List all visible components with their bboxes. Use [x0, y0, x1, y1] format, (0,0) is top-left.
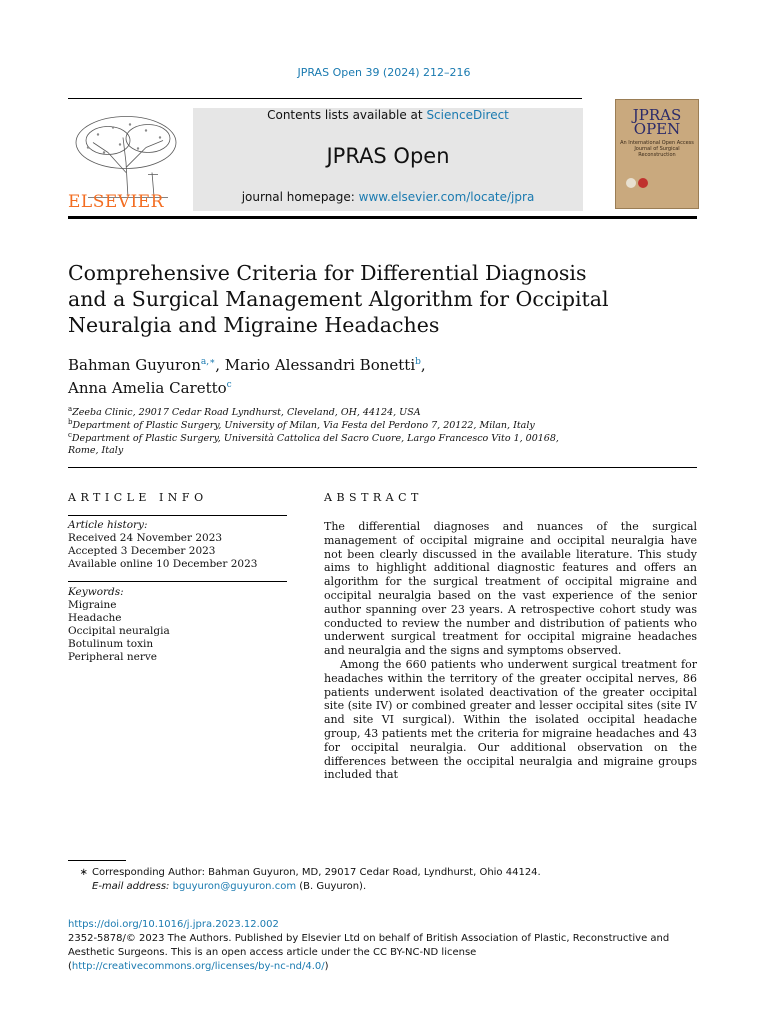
email-link[interactable]: bguyuron@guyuron.com: [172, 881, 297, 892]
header-rule: [68, 98, 582, 99]
email-footnote: [92, 880, 732, 894]
author-affil-marker[interactable]: a,∗: [200, 357, 216, 367]
email-label: E-mail address:: [92, 881, 173, 892]
author-separator: ,: [215, 356, 225, 374]
contents-prefix: Contents lists available at: [267, 108, 427, 122]
article-title: Comprehensive Criteria for Differential Diagnosis and a Surgical Management Algorithm for Occipital Neuralgia and Migraine Headaches: [68, 261, 609, 337]
author-list: [68, 352, 668, 398]
keywords-block: [68, 586, 287, 664]
journal-cover-thumbnail[interactable]: [615, 99, 699, 209]
footnote-marker: ∗: [79, 867, 88, 878]
keyword: Occipital neuralgia: [68, 625, 170, 637]
affil-marker: c: [68, 431, 72, 439]
affil-marker: b: [68, 418, 73, 426]
license-close: ): [324, 961, 329, 972]
sciencedirect-link[interactable]: ScienceDirect: [426, 108, 509, 122]
affiliation-c: [68, 429, 588, 457]
cover-subtitle: An International Open Access Journal of Surgical Reconstruction: [620, 140, 694, 158]
received-date: Received 24 November 2023: [68, 532, 223, 544]
email-suffix: (B. Guyuron).: [296, 881, 367, 892]
cover-badge-icon: [638, 178, 648, 188]
contents-line: [193, 108, 583, 122]
keyword: Migraine: [68, 599, 117, 611]
homepage-line: [193, 190, 583, 204]
abstract-paragraph: Among the 660 patients who underwent surgical treatment for headaches within the territory of the greater occipital nerves, 86 patients underwent isolated deactivation of the greater occipital site (site IV) or combined greater and lesser occipital sites (site IV and site VI surgical). Within the isolated occipital headache group, 43 patients met the criteria for migraine headaches and 43 for occipital neuralgia. Our additional observation on the differences between the occipital neuralgia and migraine groups included that: [324, 657, 697, 782]
online-date: Available online 10 December 2023: [68, 558, 258, 570]
cover-society-logo-icon: [626, 178, 636, 188]
corresponding-text: Corresponding Author: Bahman Guyuron, MD, 29017 Cedar Road, Lyndhurst, Ohio 44124.: [92, 867, 541, 878]
author-affil-marker[interactable]: c: [226, 380, 232, 390]
keyword: Peripheral nerve: [68, 651, 157, 663]
affil-marker: a: [68, 405, 73, 413]
corresponding-author-footnote: [68, 866, 708, 880]
license-line: [68, 960, 708, 974]
author-separator: ,: [420, 356, 426, 374]
article-info-heading: ARTICLE INFO: [68, 491, 208, 504]
abstract-paragraph: The differential diagnoses and nuances of the surgical management of occipital migraine and occipital neuralgia have not been clearly discussed in the available literature. This study aims to highlight additional diagnostic features and offers an algorithm for the surgical treatment of occipital migraine and occipital neuralgia based on the vast experience of the senior author spanning over 23 years. A retrospective cohort study was conducted to review the number and distribution of patients who underwent surgical treatment for occipital migraine headaches and neuralgia and the signs and symptoms observed.: [324, 520, 697, 658]
keyword: Botulinum toxin: [68, 638, 154, 650]
section-rule: [68, 467, 697, 468]
license-link[interactable]: http://creativecommons.org/licenses/by-nc-nd/4.0/: [71, 961, 325, 972]
journal-title: JPRAS Open: [326, 144, 450, 168]
affil-text: Department of Plastic Surgery, Università Cattolica del Sacro Cuore, Largo Francesco Vito 1, 00168, Rome, Italy: [68, 433, 559, 457]
author-affil-marker[interactable]: b: [415, 357, 421, 367]
abstract-body: [324, 520, 697, 782]
author-name[interactable]: Mario Alessandri Bonetti: [224, 356, 416, 374]
doi-block: [68, 918, 708, 974]
keywords-label: Keywords:: [68, 586, 124, 598]
homepage-prefix: journal homepage:: [241, 190, 359, 204]
abstract-heading: ABSTRACT: [324, 491, 423, 504]
author-name[interactable]: Anna Amelia Caretto: [68, 379, 227, 397]
history-label: Article history:: [68, 519, 148, 531]
keyword: Headache: [68, 612, 122, 624]
article-info-rule: [68, 515, 287, 516]
keywords-rule: [68, 581, 287, 582]
article-history: [68, 519, 287, 571]
footnote-rule: [68, 860, 126, 861]
license-open: (: [68, 961, 72, 972]
homepage-link[interactable]: www.elsevier.com/locate/jpra: [358, 190, 535, 204]
cover-title: JPRAS OPEN: [632, 106, 682, 138]
copyright-text: 2352-5878/© 2023 The Authors. Published by Elsevier Ltd on behalf of British Association of Plastic, Reconstructive and Aesthetic Surgeons. This is an open access article under the CC BY-NC-ND license: [68, 933, 670, 958]
header-thick-rule: [68, 216, 697, 219]
journal-reference[interactable]: JPRAS Open 39 (2024) 212–216: [297, 66, 471, 79]
affil-text: Zeeba Clinic, 29017 Cedar Road Lyndhurst, Cleveland, OH, 44124, USA: [72, 407, 421, 419]
author-name[interactable]: Bahman Guyuron: [68, 356, 201, 374]
accepted-date: Accepted 3 December 2023: [68, 545, 216, 557]
affil-text: Department of Plastic Surgery, University of Milan, Via Festa del Perdono 7, 20122, Milan, Italy: [72, 420, 535, 432]
doi-link[interactable]: https://doi.org/10.1016/j.jpra.2023.12.002: [68, 919, 279, 930]
elsevier-wordmark: ELSEVIER: [68, 192, 164, 212]
